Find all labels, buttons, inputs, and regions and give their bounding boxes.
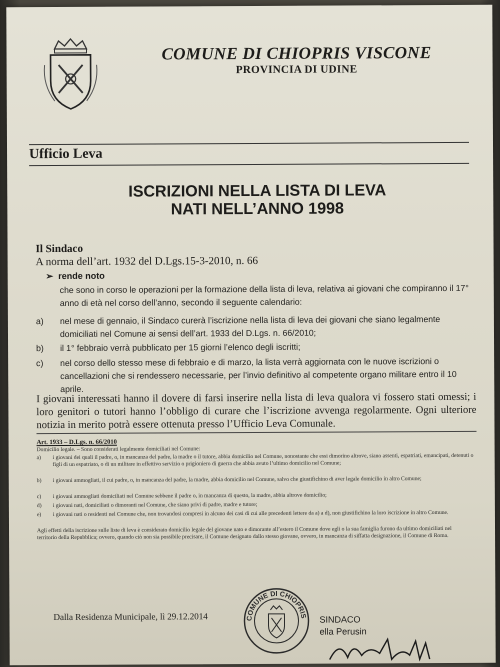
footnote-law-ref: Art. 1933 – D.Lgs. n. 66/2010	[36, 438, 117, 447]
item-text: nel corso dello stesso mese di febbraio e di marzo, la lista verrà aggiornata con le nuove iscrizioni o cancellazioni che si rendessero necessarie, per l’invio definitivo al competente organo militare entro il 10 aprile.	[60, 356, 457, 394]
footnote-marker: d)	[36, 503, 42, 510]
footnote-text: i giovani nati, domiciliati o dimoranti nel Comune, che siano privi di padre, madre e tutore;	[52, 501, 258, 510]
municipal-stamp-icon	[241, 586, 311, 656]
municipality-name: COMUNE DI CHIOPRIS VISCONE	[161, 43, 432, 64]
footnote-item	[36, 476, 477, 485]
arrow-bullet-icon: ➢	[45, 271, 54, 282]
footnote-marker: e)	[36, 512, 42, 519]
footnote-item	[36, 509, 477, 519]
signature-name: ella Perusin	[319, 626, 367, 637]
title-line-1: ISCRIZIONI NELLA LISTA DI LEVA	[128, 182, 387, 201]
rende-noto	[46, 271, 105, 282]
footnote-text: i giovani dei quali il padre, o, in mancanza del padre, la madre o il tutore, abbia domicilio nel Comune, nonostante che essi dimorino altrove, siano assenti, espatriati, emancipati, detenuti o figli di un espatriato, o di un militare in effettivo servizio o prigioniero di guerra che abbia avuto l’ultimo domicilio nel Comune;	[52, 452, 474, 469]
item-marker: a)	[35, 316, 44, 327]
calendar-item	[36, 355, 476, 394]
date-line: Dalla Residenza Municipale, lì 29.12.2014	[53, 611, 208, 623]
calendar-item	[35, 313, 476, 340]
rende-noto-label: rende noto	[58, 270, 105, 282]
footnote-marker: c)	[36, 494, 42, 501]
footnote-item	[36, 501, 477, 510]
intro-paragraph: che sono in corso le operazioni per la formazione della lista di leva, relativa ai giovani che compiranno il 17° anno di età nel corso dell’anno, secondo il seguente calendario:	[59, 282, 469, 309]
province-name: PROVINCIA DI UDINE	[235, 63, 358, 77]
document-page	[6, 5, 495, 666]
signature-title: SINDACO	[319, 614, 361, 625]
footnote-text: i giovani nati o residenti nel Comune che, non trovandosi compresi in alcuno dei casi di cui alle precedenti lettere da a) a d), non giustifichino la loro iscrizione in altro Comune.	[52, 509, 449, 519]
item-text: nel mese di gennaio, il Sindaco curerà l’iscrizione nella lista di leva dei giovani che siano legalmente domiciliati nel Comune ai sensi dell’art. 1933 del D.Lgs. n. 66/2010;	[59, 314, 441, 340]
coat-of-arms-icon	[40, 35, 100, 113]
item-marker: c)	[36, 358, 44, 369]
footnote-closing	[37, 525, 477, 542]
speaker: Il Sindaco	[35, 242, 83, 256]
footnote-text: i giovani ammogliati, il cui padre, o, in mancanza del padre, la madre, abbia domicilio nel Comune, salvo che giustifichino di aver legale domicilio in altro Comune;	[52, 476, 422, 485]
footnote-text: i giovani ammogliati domiciliati nel Comune sebbene il padre o, in mancanza di questo, la madre, abbia altrove domicilio;	[52, 492, 327, 501]
footnote-item	[36, 492, 477, 501]
handwritten-signature-icon	[310, 631, 450, 665]
footnote-marker: a)	[36, 455, 42, 462]
item-text: il 1° febbraio verrà pubblicato per 15 giorni l’elenco degli iscritti;	[60, 341, 301, 353]
title-line-2: NATI NELL’ANNO 1998	[170, 200, 344, 219]
footnote-marker: b)	[36, 478, 42, 485]
notice-paragraph: I giovani interessati hanno il dovere di farsi inserire nella lista di leva qualora vi fossero stati omessi; i loro genitori o tutori hanno l’obbligo di curare che l’iscrizione avvenga regolarmente. Ogni ulteriore notizia in merito potrà essere ottenuta presso l’Ufficio Leva Comunale.	[36, 391, 477, 432]
legal-basis: A norma dell’art. 1932 del D.Lgs.15-3-2010, n. 66	[35, 254, 259, 269]
footnote-closing-text: Agli effetti della iscrizione sulle liste di leva è considerato domicilio legale del giovane nato e dimorante all’estero il Comune dove egli o la sua famiglia furono da ultimo domiciliati nel territorio della Repubblica; ovvero, quando ciò non sia possibile precisare, il Comune designato dallo stesso giovane, ovvero, in mancanza di siffatta designazione, il Comune di Roma.	[37, 525, 452, 542]
office-name: Ufficio Leva	[29, 145, 469, 166]
footnote-intro-text: Domicilio legale. – Sono considerati legalmente domiciliati nel Comune:	[36, 446, 201, 454]
item-marker: b)	[36, 343, 44, 354]
stamp-text: COMUNE DI CHIOPRIS	[246, 590, 307, 622]
